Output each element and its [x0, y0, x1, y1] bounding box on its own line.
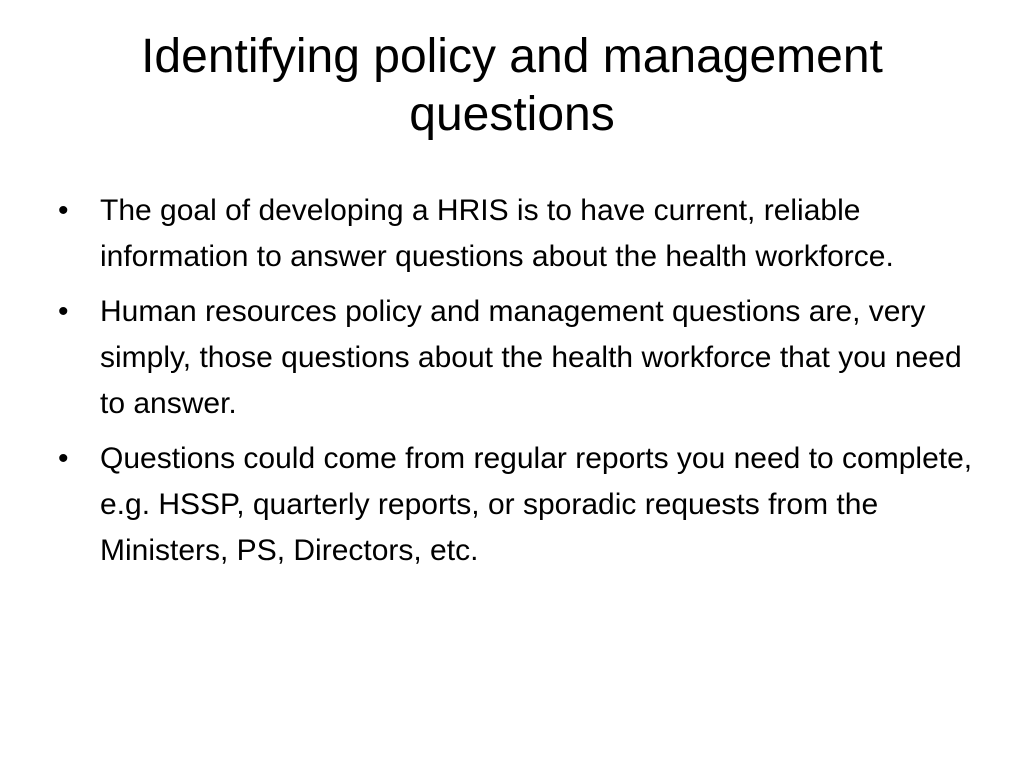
bullet-item-2 [58, 289, 978, 427]
bullet-text-1: The goal of developing a HRIS is to have current, reliable information to answer questions about the health workforce. [100, 194, 894, 273]
bullet-item-1 [58, 188, 978, 280]
bullet-item-3 [58, 436, 978, 574]
bullet-text-2: Human resources policy and management questions are, very simply, those questions about the health workforce that you need to answer. [100, 295, 962, 420]
bullet-dot-icon: • [58, 295, 69, 328]
bullet-dot-icon: • [58, 442, 69, 475]
bullet-text-3: Questions could come from regular reports you need to complete, e.g. HSSP, quarterly reports, or sporadic requests from the Ministers, PS, Directors, etc. [100, 442, 973, 567]
bullet-dot-icon: • [58, 194, 69, 227]
slide-title: Identifying policy and management questions [141, 30, 883, 141]
bullet-list [58, 188, 978, 583]
